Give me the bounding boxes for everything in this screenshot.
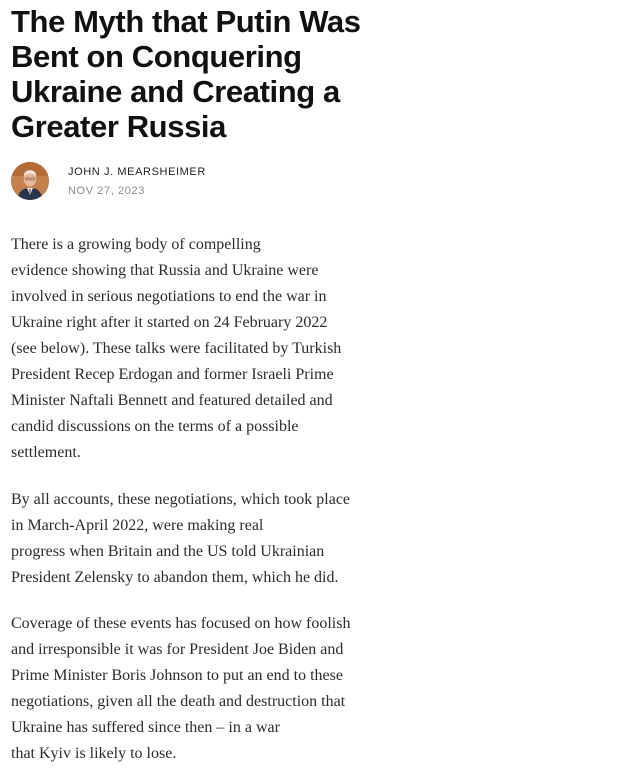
paragraph-line: settlement. [11, 444, 81, 461]
paragraph-line: in March-April 2022, were making real [11, 517, 264, 534]
paragraph-line: Ukraine right after it started on 24 February 2022 [11, 314, 328, 331]
title-line: Ukraine and Creating a [11, 74, 340, 109]
paragraph-line: (see below). These talks were facilitated by Turkish [11, 340, 342, 357]
paragraph [11, 232, 411, 466]
paragraph-line: evidence showing that Russia and Ukraine were [11, 262, 319, 279]
paragraph-line: Ukraine has suffered since then – in a war [11, 719, 280, 736]
paragraph-line: progress when Britain and the US told Ukrainian [11, 543, 325, 560]
title-line: Greater Russia [11, 109, 226, 144]
paragraph-line: President Recep Erdogan and former Israeli Prime [11, 366, 334, 383]
paragraph-line: that Kyiv is likely to lose. [11, 745, 177, 762]
paragraph-line: By all accounts, these negotiations, which took place [11, 491, 351, 508]
publish-date: NOV 27, 2023 [68, 185, 145, 197]
article-title [11, 4, 411, 144]
paragraph-line: negotiations, given all the death and destruction that [11, 693, 346, 710]
paragraph-line: There is a growing body of compelling [11, 236, 261, 253]
byline [11, 160, 311, 204]
paragraph-line: candid discussions on the terms of a possible [11, 418, 299, 435]
paragraph-line: President Zelensky to abandon them, which he did. [11, 569, 339, 586]
title-line: Bent on Conquering [11, 39, 302, 74]
paragraph-line: Minister Naftali Bennett and featured detailed and [11, 392, 333, 409]
paragraph-line: Coverage of these events has focused on how foolish [11, 615, 351, 632]
author-portrait-icon [11, 162, 49, 200]
title-line: The Myth that Putin Was [11, 4, 361, 39]
paragraph-line: Prime Minister Boris Johnson to put an end to these [11, 667, 343, 684]
paragraph-line: involved in serious negotiations to end the war in [11, 288, 327, 305]
paragraph-line: and irresponsible it was for President Joe Biden and [11, 641, 344, 658]
paragraph [11, 611, 411, 767]
author-avatar[interactable] [11, 162, 49, 200]
author-name-link[interactable]: JOHN J. MEARSHEIMER [68, 166, 206, 178]
paragraph [11, 487, 411, 591]
